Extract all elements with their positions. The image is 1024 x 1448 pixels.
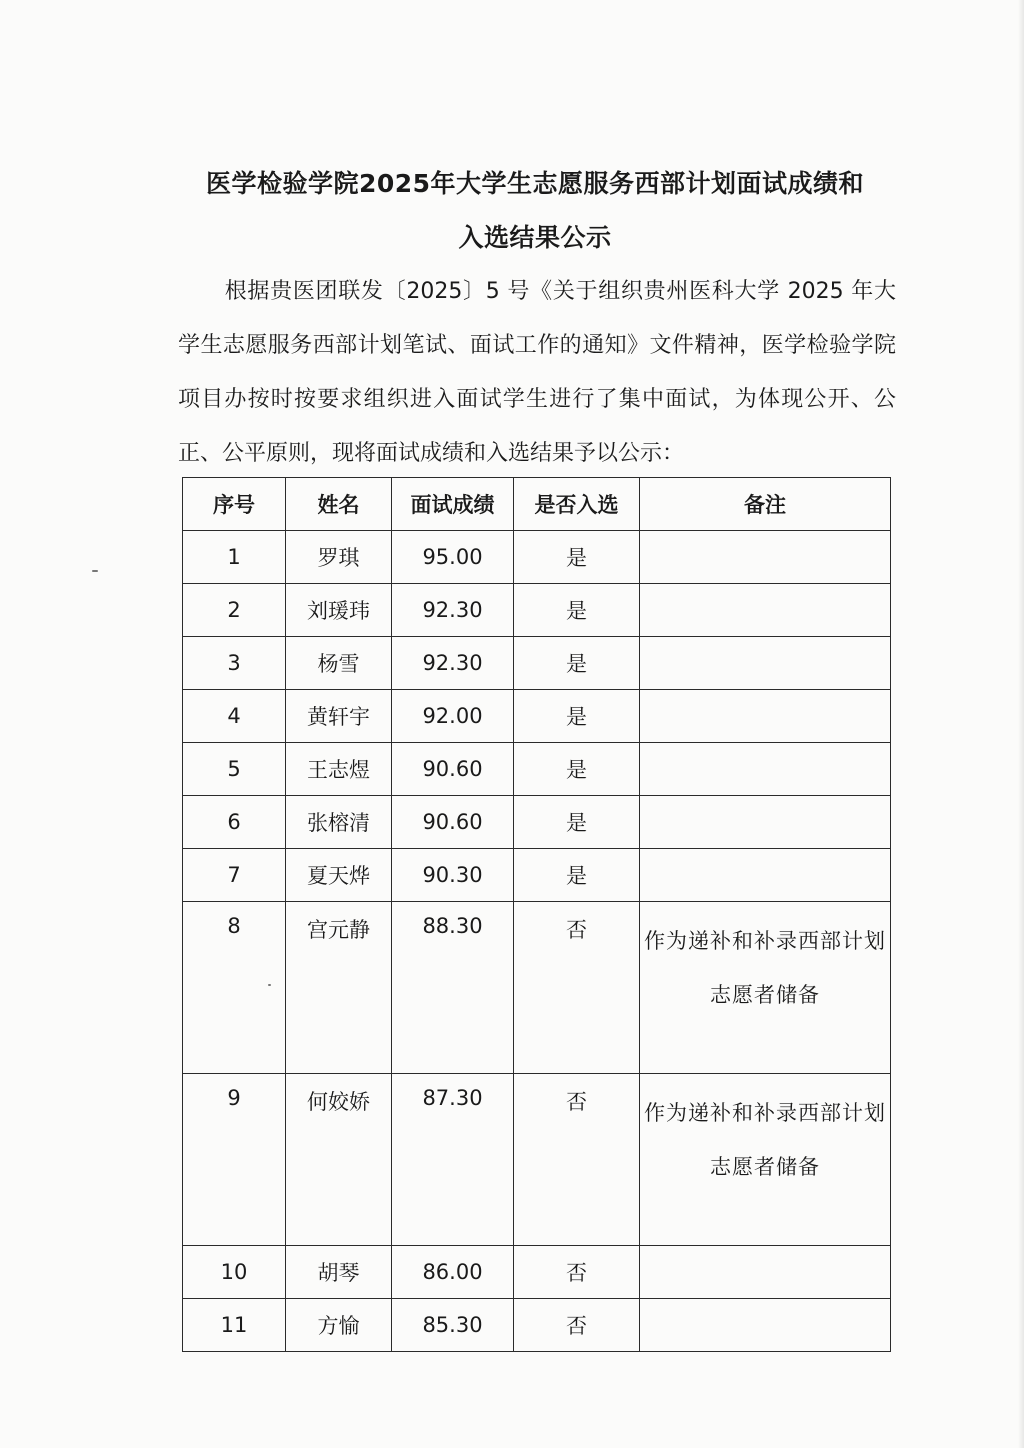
intro-paragraph-text: 根据贵医团联发〔2025〕5 号《关于组织贵州医科大学 2025 年大学生志愿服务西部计划笔试、面试工作的通知》文件精神，医学检验学院项目办按时按要求组织进入面试学生进行了集中面试，为体现公开、公正、公平原则，现将面试成绩和入选结果予以公示： xyxy=(178,279,896,466)
header-note: 备注 xyxy=(640,478,891,531)
cell-score: 92.30 xyxy=(392,637,514,690)
intro-paragraph xyxy=(178,265,896,481)
table-row xyxy=(183,690,891,743)
cell-note xyxy=(640,743,891,796)
cell-score: 88.30 xyxy=(392,902,514,1074)
cell-note xyxy=(640,1299,891,1352)
header-name: 姓名 xyxy=(286,478,392,531)
cell-note xyxy=(640,849,891,902)
cell-name: 王志煜 xyxy=(286,743,392,796)
cell-no: 1 xyxy=(183,531,286,584)
cell-score: 92.00 xyxy=(392,690,514,743)
cell-selected: 是 xyxy=(514,637,640,690)
cell-selected: 是 xyxy=(514,584,640,637)
header-no: 序号 xyxy=(183,478,286,531)
table-row xyxy=(183,1246,891,1299)
cell-name: 张榕清 xyxy=(286,796,392,849)
cell-name: 夏天烨 xyxy=(286,849,392,902)
cell-selected: 否 xyxy=(514,902,640,1074)
cell-score: 90.60 xyxy=(392,796,514,849)
cell-note xyxy=(640,637,891,690)
cell-score: 90.60 xyxy=(392,743,514,796)
cell-selected: 否 xyxy=(514,1299,640,1352)
cell-no: 6 xyxy=(183,796,286,849)
cell-selected: 是 xyxy=(514,690,640,743)
cell-no: 8 xyxy=(183,902,286,1074)
cell-no: 2 xyxy=(183,584,286,637)
scan-speck xyxy=(92,570,98,572)
cell-no: 4 xyxy=(183,690,286,743)
cell-name: 杨雪 xyxy=(286,637,392,690)
cell-note: 作为递补和补录西部计划志愿者储备 xyxy=(640,1074,891,1246)
table-row xyxy=(183,743,891,796)
results-table xyxy=(182,477,891,1352)
cell-name: 刘瑗玮 xyxy=(286,584,392,637)
header-selected: 是否入选 xyxy=(514,478,640,531)
table-row xyxy=(183,637,891,690)
cell-score: 95.00 xyxy=(392,531,514,584)
cell-no: 3 xyxy=(183,637,286,690)
cell-score: 87.30 xyxy=(392,1074,514,1246)
cell-name: 胡琴 xyxy=(286,1246,392,1299)
document-title-line2: 入选结果公示 xyxy=(458,223,612,252)
document-title-line1: 医学检验学院2025年大学生志愿服务西部计划面试成绩和 xyxy=(205,169,865,198)
cell-score: 85.30 xyxy=(392,1299,514,1352)
cell-score: 90.30 xyxy=(392,849,514,902)
cell-note: 作为递补和补录西部计划志愿者储备 xyxy=(640,902,891,1074)
cell-selected: 是 xyxy=(514,796,640,849)
table-row xyxy=(183,531,891,584)
cell-note xyxy=(640,690,891,743)
cell-name: 何姣娇 xyxy=(286,1074,392,1246)
cell-name: 方愉 xyxy=(286,1299,392,1352)
cell-no: 5 xyxy=(183,743,286,796)
cell-no: 9 xyxy=(183,1074,286,1246)
cell-selected: 否 xyxy=(514,1246,640,1299)
cell-no: 11 xyxy=(183,1299,286,1352)
cell-score: 86.00 xyxy=(392,1246,514,1299)
table-row xyxy=(183,584,891,637)
cell-score: 92.30 xyxy=(392,584,514,637)
table-row xyxy=(183,1074,891,1246)
scan-edge-shadow xyxy=(1018,0,1024,1448)
cell-selected: 是 xyxy=(514,531,640,584)
header-score: 面试成绩 xyxy=(392,478,514,531)
table-row xyxy=(183,849,891,902)
cell-selected: 是 xyxy=(514,849,640,902)
cell-note xyxy=(640,1246,891,1299)
cell-selected: 是 xyxy=(514,743,640,796)
table-row xyxy=(183,796,891,849)
table-row xyxy=(183,902,891,1074)
cell-no: 7 xyxy=(183,849,286,902)
cell-selected: 否 xyxy=(514,1074,640,1246)
table-row xyxy=(183,1299,891,1352)
cell-name: 罗琪 xyxy=(286,531,392,584)
cell-name: 黄轩宇 xyxy=(286,690,392,743)
cell-name: 宫元静 xyxy=(286,902,392,1074)
cell-no: 10 xyxy=(183,1246,286,1299)
cell-note xyxy=(640,584,891,637)
table-header-row xyxy=(183,478,891,531)
cell-note xyxy=(640,531,891,584)
cell-note xyxy=(640,796,891,849)
